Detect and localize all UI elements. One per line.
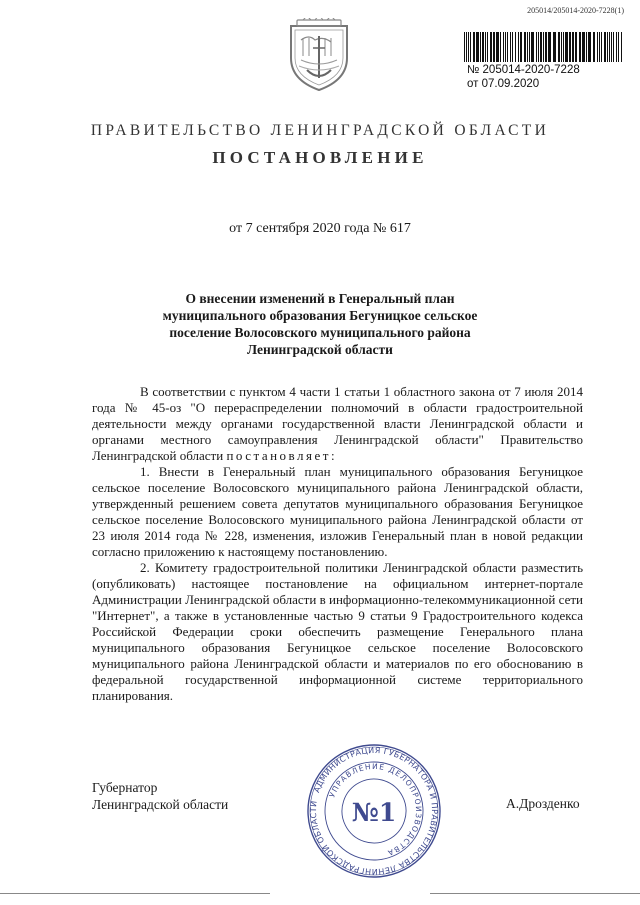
intro-paragraph: [92, 384, 583, 464]
intro-text: В соответствии с пунктом 4 части 1 статьи 1 областного закона от 7 июля 2014 года № 45-оз "О перераспределении полномочий в области градостроительной деятельности между органами государственной власти Ленинградской области и органами местного самоуправления Ленинградской области" Правительство Ленинградской области: [92, 384, 583, 463]
barcode-bar: [572, 32, 574, 62]
barcode-number: № 205014-2020-7228: [467, 64, 580, 76]
official-seal-icon: [306, 742, 442, 880]
barcode-bar: [485, 32, 486, 62]
signatory-name: А.Дрозденко: [506, 796, 580, 811]
barcode-bar: [493, 32, 495, 62]
barcode-bar: [599, 32, 600, 62]
barcode-bar: [545, 32, 547, 62]
barcode-bar: [500, 32, 501, 62]
barcode-bar: [505, 32, 506, 62]
barcode-bar: [515, 32, 516, 62]
barcode-date: от 07.09.2020: [467, 78, 540, 90]
barcode-bar: [553, 32, 556, 62]
item-2-paragraph: 2. Комитету градостроительной политики Ленинградской области разместить (опубликовать) настоящее постановление на официальном интернет-портале Администрации Ленинградской области в информационно-телекоммуникационной сети "Интернет", а также в установленные частью 9 статьи 9 Градостроительного кодекса Российской Федерации сроки обеспечить размещение Генерального плана муниципального образования Бегуницкое сельское поселение Волосовского муниципального района Ленинградской области и материалов по его обоснованию в федеральной государственной информационной системе территориального планирования.: [92, 560, 583, 703]
barcode-bar: [597, 32, 598, 62]
barcode-bar: [609, 32, 610, 62]
seal-number: №1: [351, 798, 397, 827]
barcode-bar: [621, 32, 622, 62]
barcode-bar: [464, 32, 465, 62]
barcode-bar: [607, 32, 608, 62]
barcode-bar: [531, 32, 534, 62]
barcode-bar: [512, 32, 513, 62]
barcode-bar: [482, 32, 484, 62]
barcode-bar: [561, 32, 562, 62]
barcode-bar: [569, 32, 571, 62]
barcode-bar: [490, 32, 492, 62]
barcode-bar: [586, 32, 587, 62]
barcode-bar: [616, 32, 617, 62]
bottom-rule-right: [430, 893, 640, 894]
barcode-bar: [565, 32, 568, 62]
barcode-bar: [611, 32, 612, 62]
barcode-bar: [518, 32, 519, 62]
barcode-bar: [524, 32, 526, 62]
barcode-bar: [468, 32, 469, 62]
barcode-bar: [480, 32, 481, 62]
barcode-bar: [558, 32, 560, 62]
seal-inner-text: УПРАВЛЕНИЕ ДЕЛОПРОИЗВОДСТВА: [327, 761, 424, 858]
signatory-role: [92, 779, 228, 813]
barcode-block: [463, 32, 625, 102]
document-date-number: от 7 сентября 2020 года № 617: [229, 221, 411, 236]
barcode-bar: [520, 32, 522, 62]
resolves-word: постановляет:: [226, 448, 338, 463]
signatory-role-line-2: Ленинградской области: [92, 797, 229, 812]
barcode-bar: [618, 32, 619, 62]
barcode-bar: [536, 32, 537, 62]
item-1-paragraph: 1. Внести в Генеральный план муниципального образования Бегуницкое сельское поселение Волосовского муниципального района Ленинградской области, утвержденный решением совета депутатов муниципального образования Бегуницкое сельское поселение Волосовского муниципального района Ленинградской области от 23 июля 2014 года № 228, изменения, изложив Генеральный план в новой редакции согласно приложению к настоящему постановлению.: [92, 464, 583, 559]
barcode-bar: [540, 32, 542, 62]
barcode-bar: [538, 32, 539, 62]
barcode-bar: [527, 32, 528, 62]
seal-outer-text: АДМИНИСТРАЦИЯ ГУБЕРНАТОРА И ПРАВИТЕЛЬСТВА ЛЕНИНГРАДСКОЙ ОБЛАСТИ: [308, 745, 440, 877]
barcode-bar: [563, 32, 564, 62]
barcode-bar: [507, 32, 508, 62]
barcode-bar: [543, 32, 544, 62]
barcode-bar: [593, 32, 595, 62]
barcode-bar: [613, 32, 614, 62]
organization-name: ПРАВИТЕЛЬСТВО ЛЕНИНГРАДСКОЙ ОБЛАСТИ: [90, 122, 550, 139]
barcode-bar: [548, 32, 551, 62]
barcode-bar: [529, 32, 530, 62]
barcode-bar: [503, 32, 504, 62]
barcode-bar: [496, 32, 499, 62]
registration-id: 205014/205014-2020-7228(1): [527, 6, 624, 15]
document-body: [92, 384, 583, 704]
signatory-role-line-1: Губернатор: [92, 780, 158, 795]
document-title: О внесении изменений в Генеральный план муниципального образования Бегуницкое сельское поселение Волосовского муниципального района Ленинградской области: [162, 291, 478, 357]
barcode-bar: [604, 32, 606, 62]
barcode-bar: [510, 32, 511, 62]
document-type: ПОСТАНОВЛЕНИЕ: [212, 148, 428, 167]
barcode: [463, 32, 625, 62]
barcode-bar: [588, 32, 591, 62]
barcode-bar: [601, 32, 602, 62]
barcode-bar: [466, 32, 467, 62]
bottom-rule-left: [0, 893, 270, 894]
coat-of-arms-icon: [279, 18, 359, 94]
barcode-bar: [487, 32, 488, 62]
barcode-bar: [473, 32, 475, 62]
barcode-bar: [582, 32, 585, 62]
barcode-bar: [575, 32, 577, 62]
barcode-bar: [470, 32, 471, 62]
barcode-bar: [476, 32, 479, 62]
barcode-bar: [579, 32, 581, 62]
